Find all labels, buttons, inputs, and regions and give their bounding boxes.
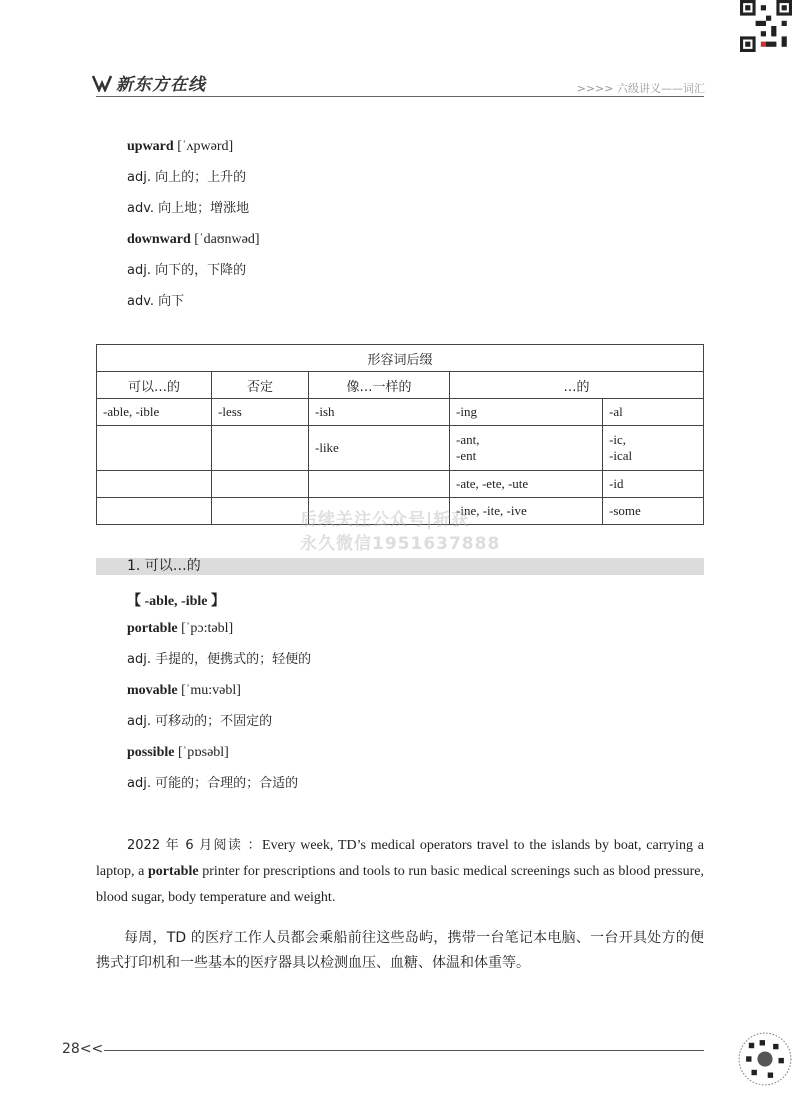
example-paragraph [96, 833, 704, 911]
definition: adj. 向上的；上升的 [127, 170, 247, 185]
phonetic: [ˈdaʊnwəd] [194, 232, 260, 247]
table-row [97, 426, 704, 471]
phonetic: [ˈʌpwərd] [177, 139, 234, 154]
phonetic: [ˈpɒsəbl] [177, 745, 229, 760]
logo-mark-icon [92, 74, 112, 92]
table-cell: -ish [309, 399, 450, 426]
header-divider [96, 96, 704, 97]
table-cell [212, 426, 309, 471]
entry-line [127, 620, 233, 638]
definition: adj. 手提的，便携式的；轻便的 [127, 652, 312, 667]
phonetic: [ˈmu:vəbl] [181, 683, 241, 698]
page-number: 28<< [62, 1041, 104, 1057]
table-cell: -al [603, 399, 704, 426]
watermark-line: 永久微信1951637888 [300, 534, 501, 554]
table-cell: -ant, -ent [450, 426, 603, 471]
entry-line [127, 682, 241, 700]
table-cell: -less [212, 399, 309, 426]
entry-line [127, 231, 260, 249]
table-cell: -ine, -ite, -ive [450, 498, 603, 525]
table-cell [212, 498, 309, 525]
vocab-word: upward [127, 139, 174, 154]
vocab-word: portable [127, 621, 178, 636]
table-cell [309, 471, 450, 498]
example-text: printer for prescriptions and tools to run basic medical screenings such as blood pressure, blood sugar, body temperature and weight. [96, 864, 704, 905]
table-row [97, 471, 704, 498]
definition: adj. 向下的，下降的 [127, 263, 247, 278]
watermark [300, 508, 500, 556]
table-row [97, 399, 704, 426]
table-header: 否定 [212, 372, 309, 399]
table-header: 像…一样的 [309, 372, 450, 399]
definition: adv. 向下 [127, 294, 185, 309]
entry-line [127, 138, 233, 156]
table-cell: -ic, -ical [603, 426, 704, 471]
qr-code-icon [740, 0, 792, 52]
section-header: >>>> 六级讲义——词汇 [576, 82, 705, 95]
table-cell [97, 471, 212, 498]
table-cell [97, 498, 212, 525]
footer-divider [104, 1050, 704, 1051]
definition: adj. 可移动的；不固定的 [127, 714, 273, 729]
table-cell [212, 471, 309, 498]
example-source: 2022 年 6 月阅读 ： [127, 838, 263, 853]
section-title: 1. 可以…的 [127, 558, 201, 574]
example-text: Every week, TD’s medical operators travel to the islands by boat, carrying a laptop, a [96, 838, 705, 879]
translation-paragraph: 每周，TD 的医疗工作人员都会乘船前往这些岛屿，携带一台笔记本电脑、一台开具处方的便携式打印机和一些基本的医疗器具以检测血压、血糖、体温和体重等。 [96, 930, 704, 971]
phonetic: [ˈpɔ:təbl] [181, 621, 234, 636]
vocab-word: downward [127, 232, 191, 247]
table-cell: -ing [450, 399, 603, 426]
table-cell: -id [603, 471, 704, 498]
suffix-table [96, 344, 704, 525]
qr-code-icon [738, 1032, 792, 1086]
example-keyword: portable [148, 864, 199, 879]
entry-line [127, 744, 229, 762]
definition: adj. 可能的；合理的；合适的 [127, 776, 299, 791]
table-header: 可以…的 [97, 372, 212, 399]
table-cell: -like [309, 426, 450, 471]
table-cell: -some [603, 498, 704, 525]
table-title: 形容词后缀 [97, 345, 704, 372]
table-cell [97, 426, 212, 471]
table-header: …的 [450, 372, 704, 399]
vocab-word: movable [127, 683, 178, 698]
definition: adv. 向上地；增涨地 [127, 201, 250, 216]
table-cell: -ate, -ete, -ute [450, 471, 603, 498]
table-cell: -able, -ible [97, 399, 212, 426]
vocab-word: possible [127, 745, 175, 760]
logo-text: 新东方在线 [116, 75, 206, 95]
watermark-line: 后续关注公众号|斩获 [300, 510, 470, 530]
suffix-label: 【 -able, -ible 】 [127, 594, 225, 609]
brand-logo [92, 70, 206, 95]
